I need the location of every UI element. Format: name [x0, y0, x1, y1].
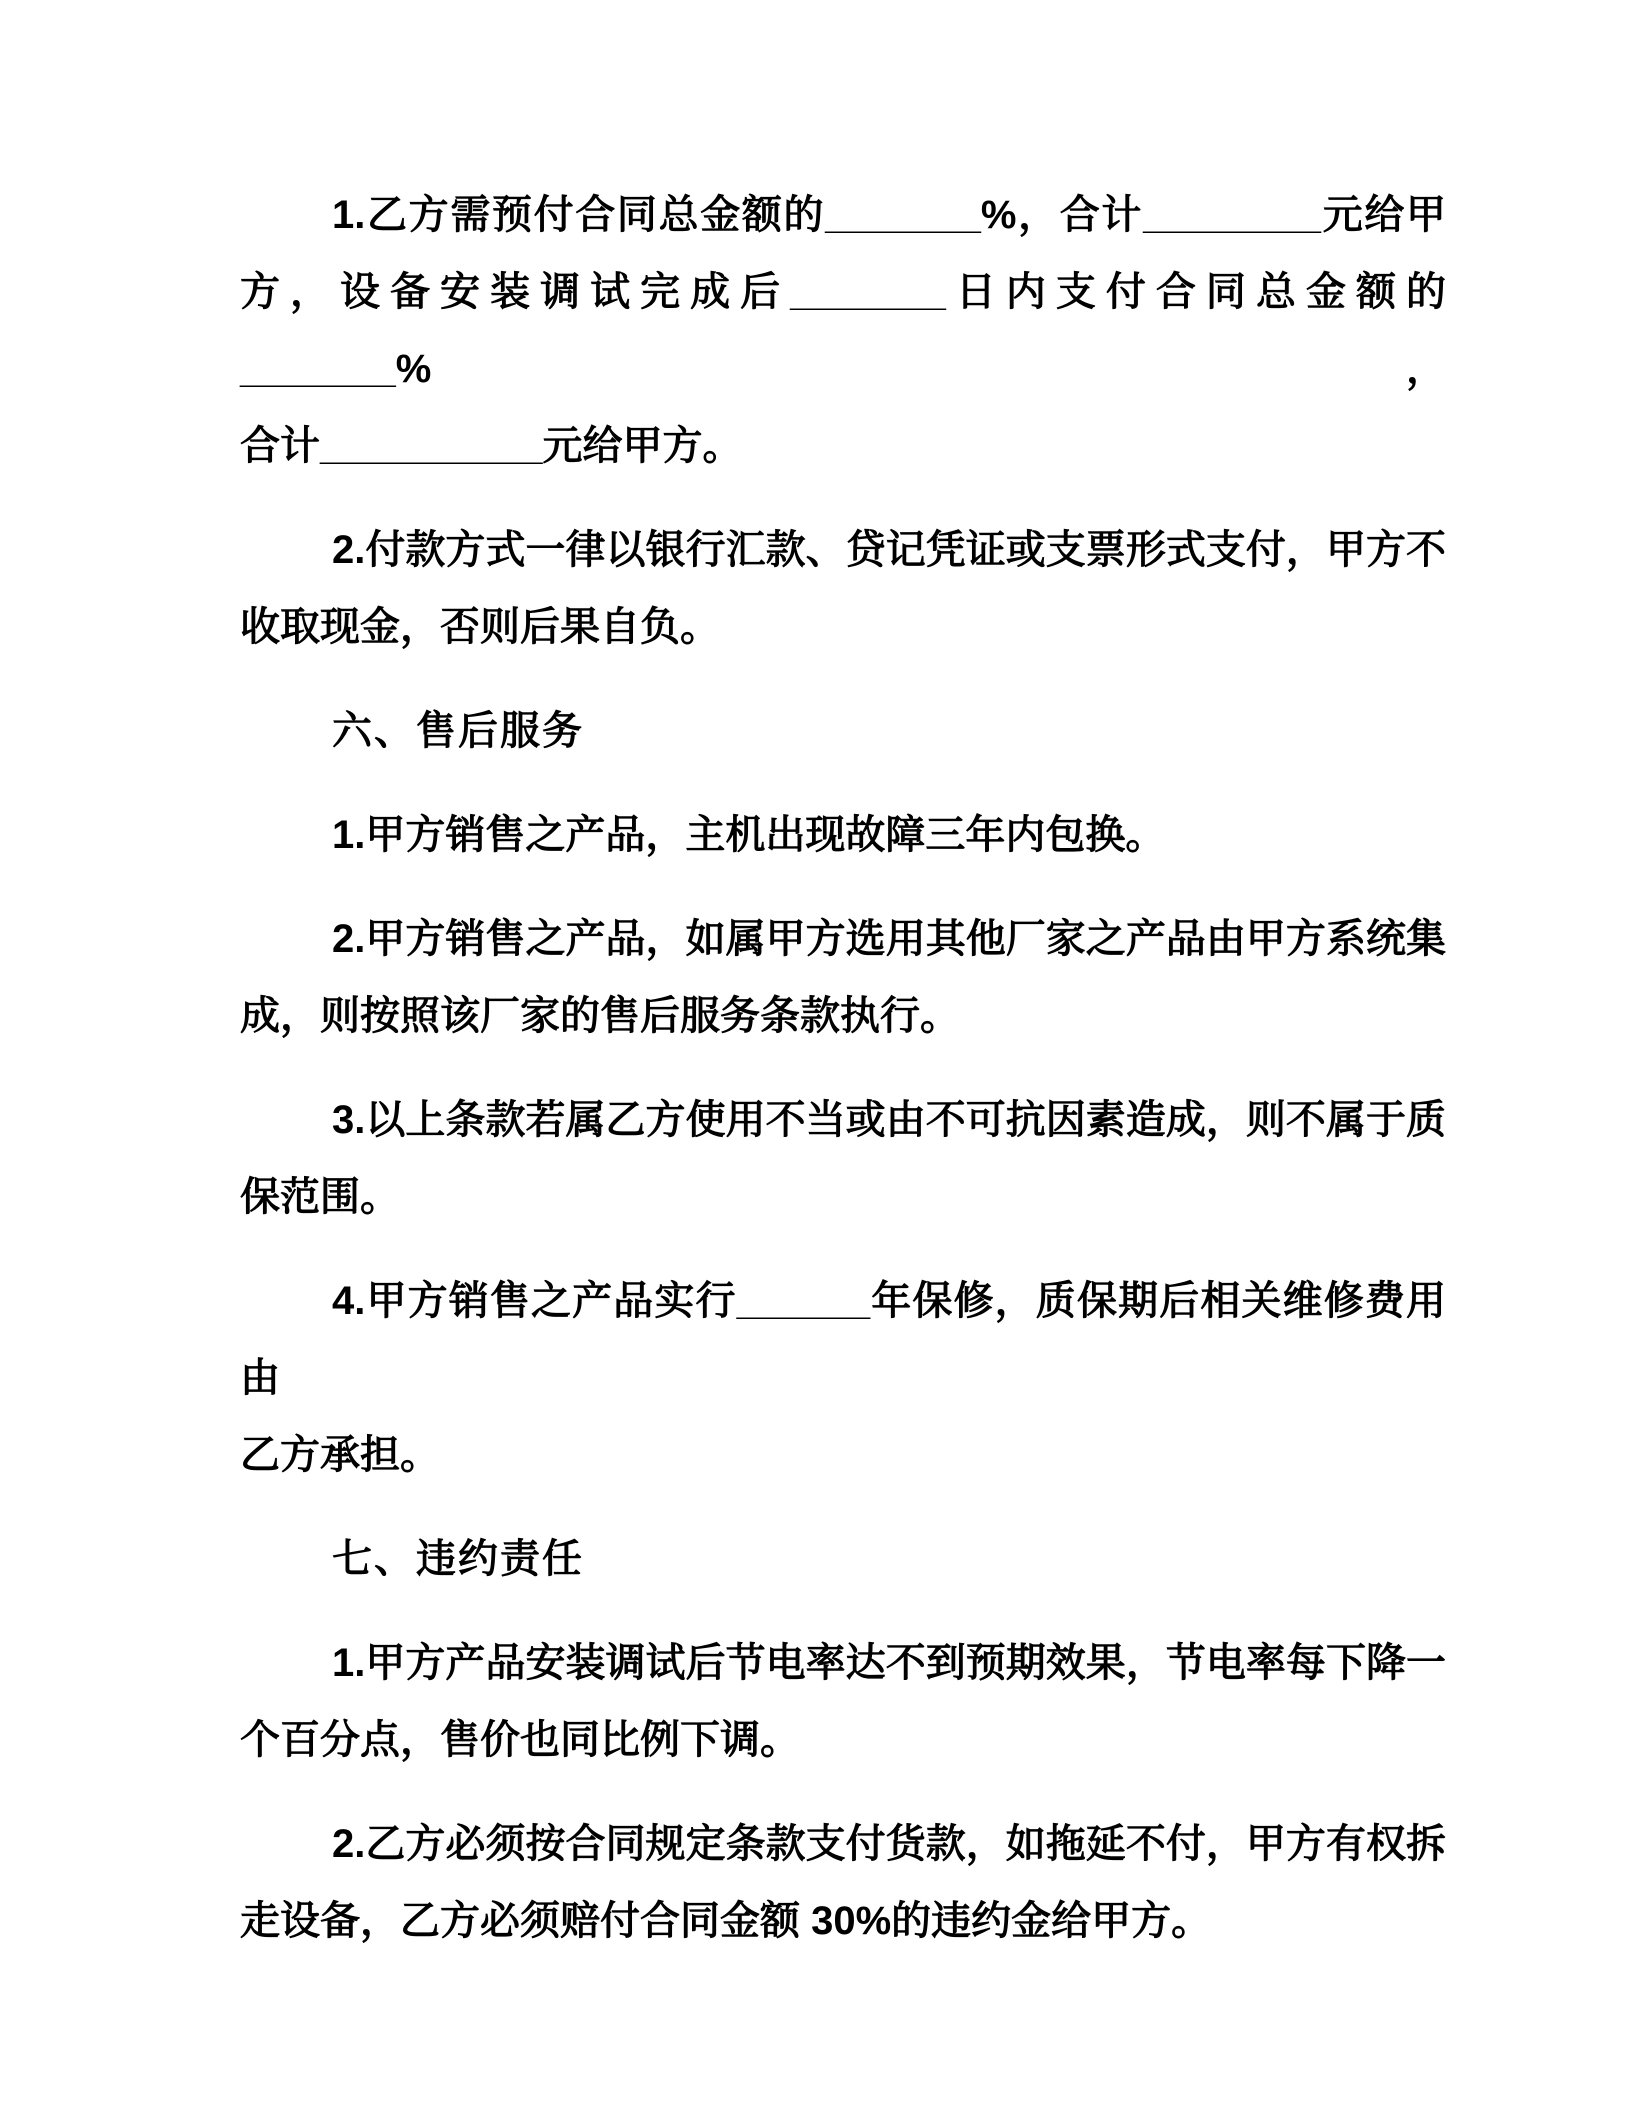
text-line: 2.甲方销售之产品，如属甲方选用其他厂家之产品由甲方系统集 [332, 917, 1446, 961]
text-line: 4.甲方销售之产品实行______年保修，质保期后相关维修费用由 [240, 1279, 1446, 1400]
text-line: 成，则按照该厂家的售后服务条款执行。 [240, 994, 960, 1038]
text-line: 收取现金，否则后果自负。 [240, 605, 720, 649]
section-heading-breach-liability [240, 1521, 1446, 1598]
section-heading-text: 六、售后服务 [332, 709, 584, 753]
text-line: 乙方承担。 [240, 1433, 440, 1477]
text-line: 1.乙方需预付合同总金额的_______%，合计________元给甲 [332, 193, 1446, 237]
paragraph-late-payment-penalty [240, 1806, 1446, 1960]
paragraph-warranty-exclusions [240, 1082, 1446, 1236]
text-line: 个百分点，售价也同比例下调。 [240, 1718, 800, 1762]
paragraph-warranty-period [240, 1263, 1446, 1494]
text-line: 3.以上条款若属乙方使用不当或由不可抗因素造成，则不属于质 [332, 1098, 1446, 1142]
paragraph-third-party-products [240, 901, 1446, 1055]
section-heading-after-sales [240, 693, 1446, 770]
section-heading-text: 七、违约责任 [332, 1537, 584, 1581]
text-line: 合计__________元给甲方。 [240, 424, 743, 468]
paragraph-payment-method [240, 512, 1446, 666]
paragraph-warranty-replacement [240, 797, 1446, 874]
text-line: 1.甲方销售之产品，主机出现故障三年内包换。 [332, 813, 1166, 857]
text-line: 走设备，乙方必须赔付合同金额 30%的违约金给甲方。 [240, 1899, 1212, 1943]
paragraph-prepayment [240, 177, 1446, 485]
text-line: 方，设备安装调试完成后_______日内支付合同总金额的_______%， [240, 270, 1446, 391]
text-line: 2.付款方式一律以银行汇款、贷记凭证或支票形式支付，甲方不 [332, 528, 1446, 572]
paragraph-energy-saving-guarantee [240, 1625, 1446, 1779]
text-line: 保范围。 [240, 1175, 400, 1219]
text-line: 2.乙方必须按合同规定条款支付货款，如拖延不付，甲方有权拆 [332, 1822, 1446, 1866]
text-line: 1.甲方产品安装调试后节电率达不到预期效果，节电率每下降一 [332, 1641, 1446, 1685]
